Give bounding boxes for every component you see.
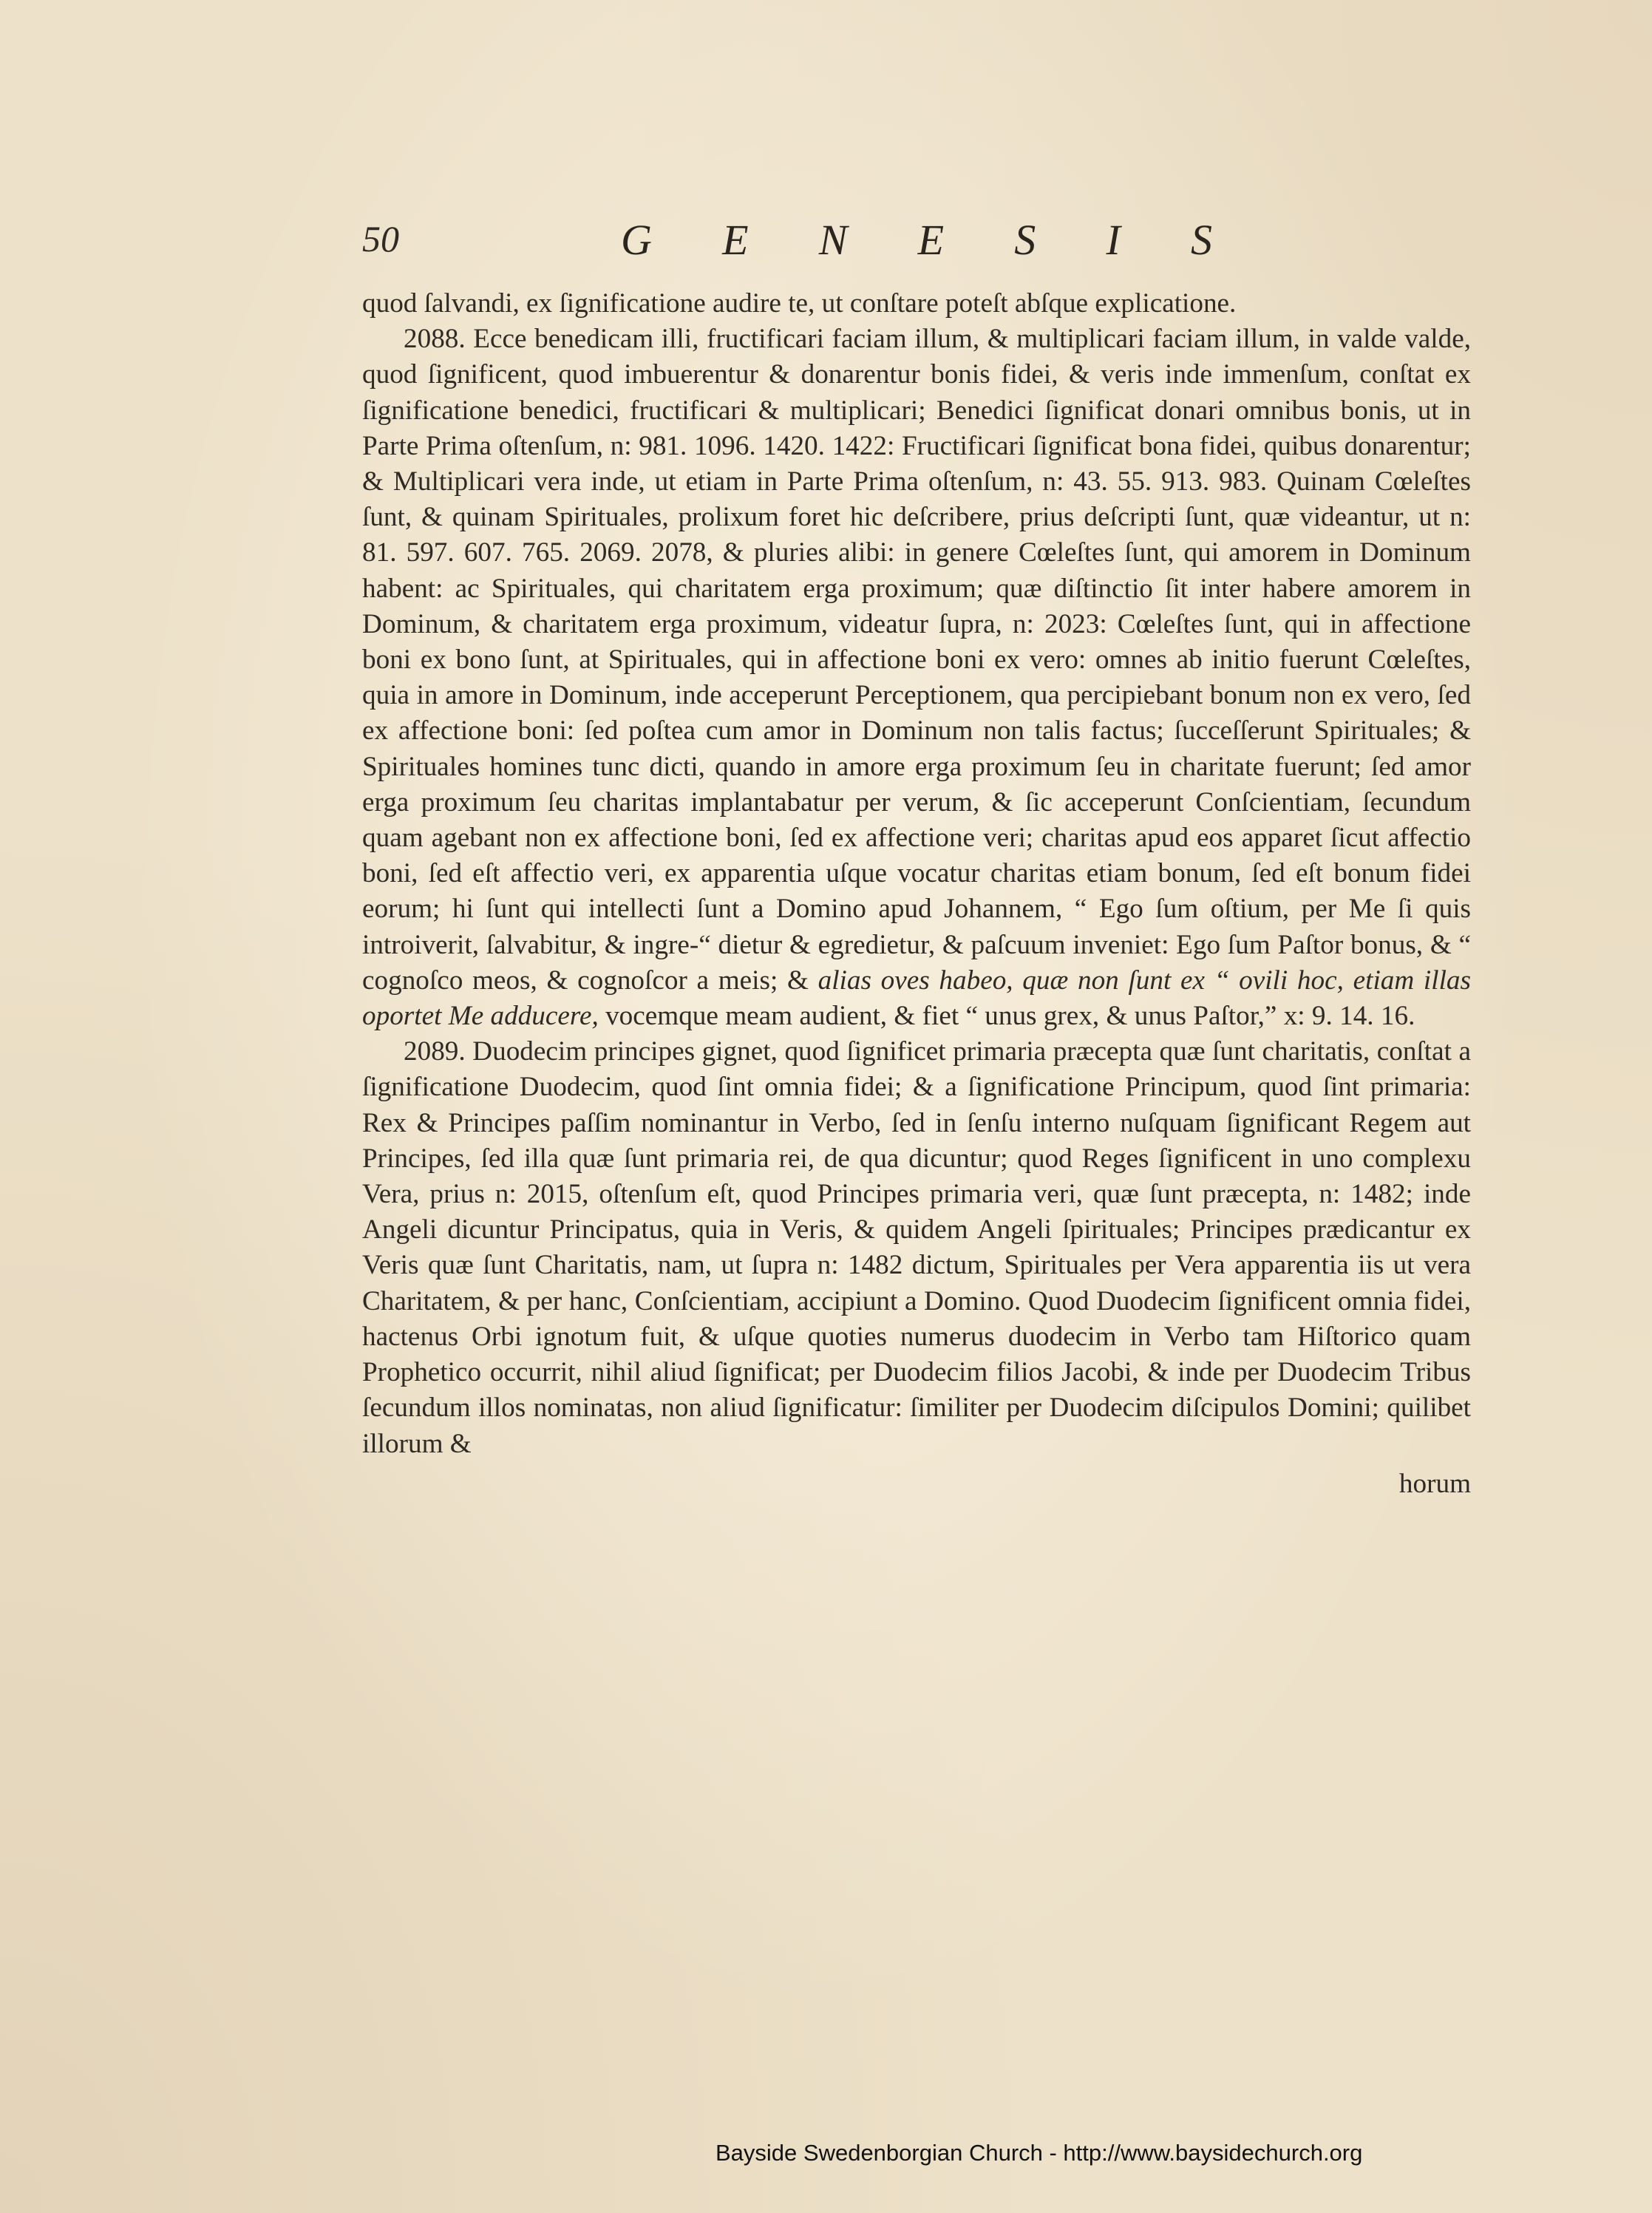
paragraph-2089 bbox=[362, 1034, 1471, 1461]
italic-quotation: alias oves habeo, quæ non ſunt ex “ ovili hoc, etiam illas oportet Me adducere, bbox=[362, 965, 1471, 1032]
running-title-letter: S bbox=[1191, 216, 1212, 264]
running-title-letter: N bbox=[818, 216, 848, 264]
page-header bbox=[362, 218, 1471, 286]
running-title-letter: G bbox=[621, 216, 652, 264]
paragraph-text: 2088. Ecce benedicam illi, fructificari faciam illum, & multiplicari faciam illum, in valde valde, quod ſignificent, quod imbuerentur & donarentur bonis fidei, & veris inde immenſum, conſtat ex ſignificatione benedici, fructificari & multiplicari; Benedici ſignificat donari omnibus bonis, ut in Parte Prima oſtenſum, n: 981. 1096. 1420. 1422: Fructificari ſignificat bona fidei, quibus donarentur; & Multiplicari vera inde, ut etiam in Parte Prima oſtenſum, n: 43. 55. 913. 983. Quinam Cœleſtes ſunt, & quinam Spirituales, prolixum foret hic deſcribere, prius deſcripti ſunt, quæ videantur, ut n: 81. 597. 607. 765. 2069. 2078, & pluries alibi: in genere Cœleſtes ſunt, qui amorem in Dominum habent: ac Spirituales, qui charitatem erga proximum; quæ diſtinctio ſit inter habere amorem in Dominum, & charitatem erga proximum, videatur ſupra, n: 2023: Cœleſtes ſunt, qui in affectione boni ex bono ſunt, at Spirituales, qui in affectione boni ex vero: omnes ab initio fuerunt Cœleſtes, quia in amore in Dominum, inde acceperunt Perceptionem, qua percipiebant bonum non ex vero, ſed ex affectione boni: ſed poſtea cum amor in Dominum non talis factus; ſucceſſerunt Spirituales; & Spirituales homines tunc dicti, quando in amore erga proximum ſeu in charitate fuerunt; ſed amor erga proximum ſeu charitas implantabatur per verum, & ſic acceperunt Conſcientiam, ſecundum quam agebant non ex affectione boni, ſed ex affectione veri; charitas apud eos apparet ſicut affectio boni, ſed eſt affectio veri, ex apparentia uſque vocatur charitas etiam bonum, ſed eſt bonum fidei eorum; hi ſunt qui intellecti ſunt a Domino apud Johannem, “ Ego ſum oſtium, per Me ſi quis introiverit, ſalvabitur, & ingre-“ dietur & egredietur, & paſcuum inveniet: Ego ſum Paſtor bonus, & “ cognoſco meos, & cognoſcor a meis; & bbox=[362, 324, 1471, 996]
catchword: horum bbox=[1398, 1468, 1471, 1499]
page-number: 50 bbox=[362, 218, 399, 259]
watermark-text: Bayside Swedenborgian Church - http://www.baysidechurch.org bbox=[715, 2140, 1363, 2166]
paragraph-continuation bbox=[362, 286, 1471, 322]
text-body bbox=[362, 286, 1471, 1502]
running-title-letter: E bbox=[917, 216, 945, 264]
running-title-letter: E bbox=[722, 216, 749, 264]
paragraph-text: quod ſalvandi, ex ſignificatione audire te, ut conſtare poteſt abſque explicatione. bbox=[362, 288, 1237, 319]
paragraph-text: 2089. Duodecim principes gignet, quod ſignificet primaria præcepta quæ ſunt charitatis, conſtat a ſignificatione Duodecim, quod ſint omnia fidei; & a ſignificatione Principum, quod ſint primaria: Rex & Principes paſſim nominantur in Verbo, ſed in ſenſu interno nuſquam ſignificant Regem aut Principes, ſed illa quæ ſunt primaria rei, de qua dicuntur; quod Reges ſignificent in uno complexu Vera, prius n: 2015, oſtenſum eſt, quod Principes primaria veri, quæ ſunt præcepta, n: 1482; inde Angeli dicuntur Principatus, quia in Veris, & quidem Angeli ſpirituales; Principes prædicantur ex Veris quæ ſunt Charitatis, nam, ut ſupra n: 1482 dictum, Spirituales per Vera apparentia iis ut vera Charitatem, & per hanc, Conſcientiam, accipiunt a Domino. Quod Duodecim ſignificent omnia fidei, hactenus Orbi ignotum fuit, & uſque quoties numerus duodecim in Verbo tam Hiſtorico quam Prophetico occurrit, nihil aliud ſignificat; per Duodecim filios Jacobi, & inde per Duodecim Tribus ſecundum illos nominatas, non aliud ſignificatur: ſimiliter per Duodecim diſcipulos Domini; quilibet illorum & bbox=[362, 1036, 1471, 1459]
paragraph-2088 bbox=[362, 322, 1471, 1034]
book-page bbox=[362, 218, 1471, 1992]
running-title-letter: S bbox=[1014, 216, 1036, 264]
paragraph-tail: vocemque meam audient, & fiet “ unus grex, & unus Paſtor,” x: 9. 14. 16. bbox=[598, 1001, 1415, 1032]
running-title-letter: I bbox=[1106, 216, 1121, 264]
running-title bbox=[621, 218, 1212, 262]
